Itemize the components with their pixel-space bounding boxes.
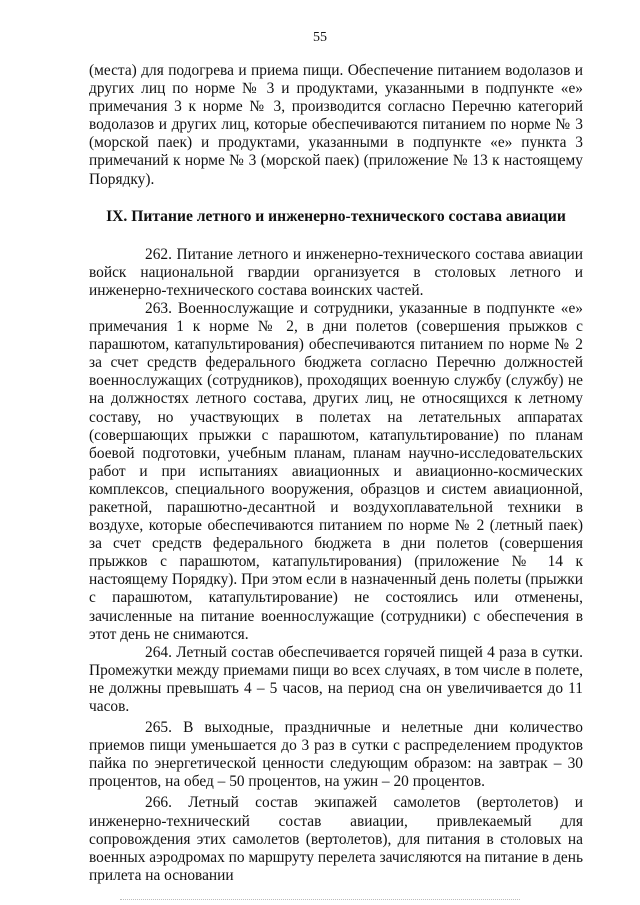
paragraph-intro: (места) для подогрева и приема пищи. Обеспечение питанием водолазов и других лиц по норме № 3 и продуктами, указанными в подпункте «е» примечания 3 к норме № 3, производится согласно Перечню категорий водолазов и других лиц, которые обеспечиваются питанием по норме № 3 (морской паек) и продуктами, указанными в подпункте «е» пункта 3 примечаний к норме № 3 (морской паек) (приложение № 13 к настоящему Порядку). [89,62,583,188]
paragraph-262: 262. Питание летного и инженерно-технического состава авиации войск национальной гвардии организуется в столовых летного и инженерно-технического состава воинских частей. [89,245,583,299]
paragraph-265: 265. В выходные, праздничные и нелетные дни количество приемов пищи уменьшается до 3 раз в сутки с распределением продуктов пайка по энергетической ценности следующим образом: на завтрак – 30 процентов, на обед – 50 процентов, на ужин – 20 процентов. [89,719,583,791]
paragraph-264: 264. Летный состав обеспечивается горячей пищей 4 раза в сутки. Промежутки между приемами пищи во всех случаях, в том числе в полете, не должны превышать 4 – 5 часов, на период сна он увеличивается до 11 часов. [89,643,583,715]
paragraph-266: 266. Летный состав экипажей самолетов (вертолетов) и инженерно-технический состав авиации, привлекаемый для сопровождения этих самолетов (вертолетов), для питания в столовых на военных аэродромах по маршруту перелета зачисляются на питание в день прилета на основании [89,794,583,884]
section-heading: IX. Питание летного и инженерно-технического состава авиации [106,207,566,225]
document-body [89,62,583,885]
page-number: 55 [313,30,327,45]
scan-bottom-edge [120,899,520,903]
paragraph-263: 263. Военнослужащие и сотрудники, указанные в подпункте «е» примечания 1 к норме № 2, в дни полетов (совершения прыжков с парашютом, катапультирования) обеспечиваются питанием по норме № 2 за счет средств федерального бюджета согласно Перечню должностей военнослужащих (сотрудников), проходящих военную службу (службу) не на должностях летного состава, других лиц, не относящихся к летному составу, но участвующих в полетах на летательных аппаратах (совершающих прыжки с парашютом, катапультирование) по планам боевой подготовки, учебным планам, планам научно-исследовательских работ и при испытаниях авиационных и авиационно-космических комплексов, специального вооружения, образцов и систем авиационной, ракетной, парашютно-десантной и воздухоплавательной техники в воздухе, которые обеспечиваются питанием по норме № 2 (летный паек) за счет средств федерального бюджета в дни полетов (совершения прыжков с парашютом, катапультирования) (приложение № 14 к настоящему Порядку). При этом если в назначенный день полеты (прыжки с парашютом, катапультирование) не состоялись или отменены, зачисленные на питание военнослужащие (сотрудники) с обеспечения в этот день не снимаются. [89,299,583,643]
